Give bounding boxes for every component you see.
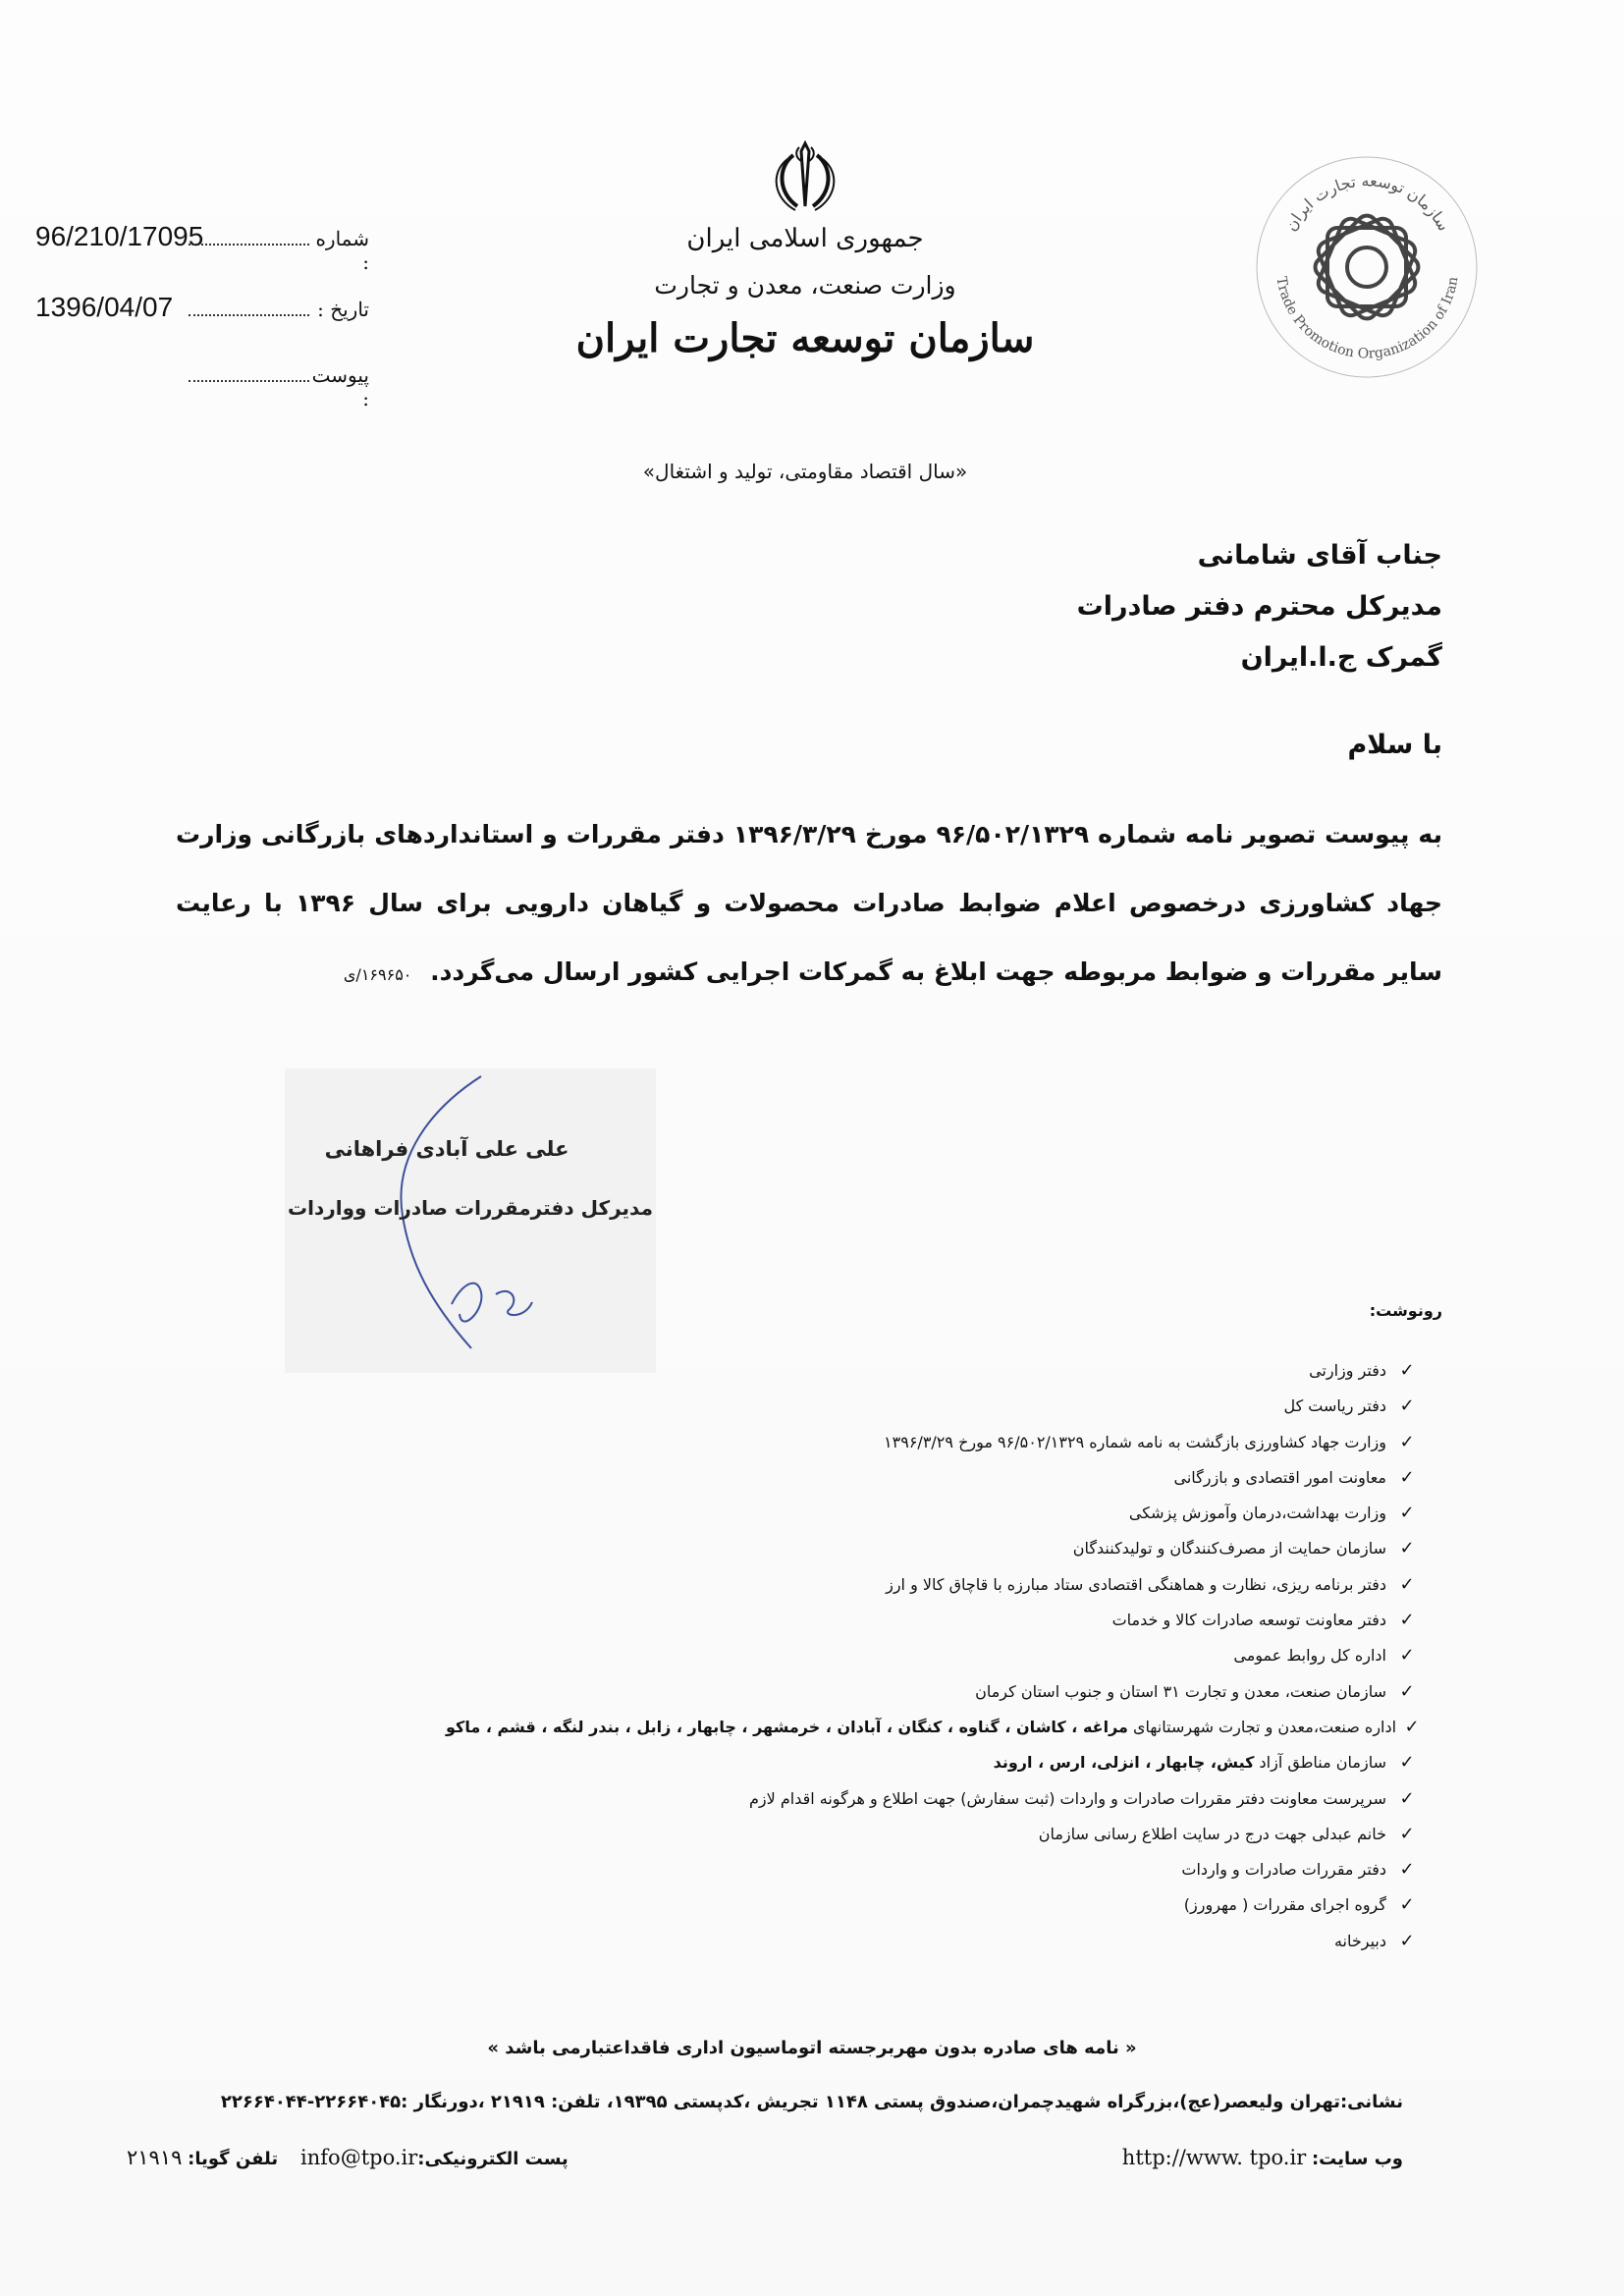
checkmark-icon: ✓ bbox=[1399, 1645, 1415, 1667]
website-label: وب سایت: bbox=[1311, 2149, 1403, 2169]
cc-item bbox=[446, 1924, 1428, 1959]
cc-item bbox=[446, 1817, 1428, 1852]
cc-item-label: اداره کل روابط عمومی bbox=[1233, 1646, 1386, 1666]
checkmark-icon: ✓ bbox=[1399, 1930, 1415, 1951]
checkmark-icon: ✓ bbox=[1399, 1538, 1415, 1559]
cc-item-text bbox=[749, 1781, 1386, 1817]
cc-item-text bbox=[1112, 1603, 1386, 1638]
date-row bbox=[35, 292, 369, 362]
checkmark-icon: ✓ bbox=[1399, 1431, 1415, 1452]
checkmark-icon: ✓ bbox=[1399, 1360, 1415, 1381]
footer-contacts bbox=[127, 2146, 1403, 2169]
number-row bbox=[35, 221, 369, 292]
checkmark-icon: ✓ bbox=[1399, 1894, 1415, 1916]
website-link[interactable]: http://www. tpo.ir bbox=[1121, 2146, 1307, 2169]
checkmark-icon: ✓ bbox=[1399, 1610, 1415, 1631]
cc-item-label: سرپرست معاونت دفتر مقررات صادرات و واردات (ثبت سفارش) جهت اطلاع و هرگونه اقدام لازم bbox=[749, 1788, 1386, 1808]
cc-item-text bbox=[1039, 1817, 1386, 1852]
letter-meta bbox=[35, 221, 369, 433]
phone-label: تلفن گویا: bbox=[188, 2149, 279, 2169]
cc-item-text bbox=[1073, 1531, 1386, 1566]
ministry-name: وزارت صنعت، معدن و تجارت bbox=[654, 271, 956, 300]
date-label: تاریخ : bbox=[317, 298, 369, 321]
cc-item-emphasis: مراغه ، کاشان ، گناوه ، کنگان ، آبادان ، خرمشهر ، چابهار ، زابل ، بندر لنگه ، قشم ، ماکو bbox=[446, 1717, 1128, 1736]
checkmark-icon: ✓ bbox=[1399, 1787, 1415, 1809]
email-label: پست الکترونیکی: bbox=[417, 2149, 568, 2169]
checkmark-icon: ✓ bbox=[1399, 1395, 1415, 1417]
attachment-row bbox=[35, 362, 369, 433]
cc-item-label: گروه اجرای مقررات ( مهرورز) bbox=[1183, 1895, 1386, 1915]
checkmark-icon: ✓ bbox=[1399, 1680, 1415, 1702]
cc-item-label: دفتر ریاست کل bbox=[1283, 1396, 1386, 1416]
body-paragraph: به پیوست تصویر نامه شماره ۹۶/۵۰۲/۱۳۲۹ مورخ ۱۳۹۶/۳/۲۹ دفتر مقررات و استانداردهای بازرگانی وزارت جهاد کشاورزی درخصوص اعلام ضوابط صادرات محصولات و گیاهان دارویی برای سال ۱۳۹۶ با رعایت سایر مقررات و ضوابط مربوطه جهت ابلاغ به گمرکات اجرایی کشور ارسال می‌گردد. bbox=[176, 820, 1442, 986]
cc-item-label: دفتر برنامه ریزی، نظارت و هماهنگی اقتصادی ستاد مبارزه با قاچاق کالا و ارز bbox=[886, 1574, 1386, 1594]
cc-item-label: معاونت امور اقتصادی و بازرگانی bbox=[1173, 1467, 1386, 1487]
body-reference: ۱۶۹۶۵۰/ی bbox=[343, 965, 412, 984]
number-value: 96/210/17095 bbox=[35, 221, 204, 251]
cc-item-label: دفتر معاونت توسعه صادرات کالا و خدمات bbox=[1111, 1611, 1386, 1630]
cc-item-text bbox=[1334, 1924, 1386, 1959]
checkmark-icon: ✓ bbox=[1399, 1466, 1415, 1488]
addressee-title: مدیرکل محترم دفتر صادرات bbox=[1076, 591, 1442, 622]
cc-item-label: دبیرخانه bbox=[1333, 1931, 1386, 1950]
cc-item-label: خانم عبدلی جهت درج در سایت اطلاع رسانی سازمان bbox=[1038, 1824, 1386, 1843]
cc-item-text bbox=[1173, 1460, 1386, 1496]
signer-name: علی علی آبادی فراهانی bbox=[324, 1137, 569, 1161]
cc-item-label: سازمان مناطق آزاد bbox=[1254, 1753, 1386, 1773]
cc-item-text bbox=[1309, 1353, 1386, 1389]
cc-item-label: دفتر وزارتی bbox=[1309, 1361, 1386, 1380]
footer-note: « نامه های صادره بدون مهربرجسته اتوماسیون اداری فاقداعتبارمی باشد » bbox=[487, 2038, 1137, 2058]
cc-item bbox=[446, 1603, 1428, 1638]
number-dots bbox=[189, 226, 309, 246]
year-motto: «سال اقتصاد مقاومتی، تولید و اشتغال» bbox=[642, 460, 968, 483]
cc-item bbox=[446, 1353, 1428, 1389]
letter-body bbox=[176, 800, 1442, 1010]
cc-item bbox=[446, 1745, 1428, 1780]
email-link[interactable]: info@tpo.ir bbox=[300, 2146, 418, 2169]
cc-item-text bbox=[1184, 1887, 1386, 1923]
cc-item-text bbox=[1283, 1389, 1386, 1424]
cc-item-label: دفتر مقررات صادرات و واردات bbox=[1181, 1860, 1386, 1880]
addressee-organization: گمرک ج.ا.ایران bbox=[1240, 642, 1442, 673]
cc-item bbox=[446, 1674, 1428, 1710]
cc-item bbox=[446, 1887, 1428, 1923]
date-value: 1396/04/07 bbox=[35, 292, 174, 322]
cc-item-label: سازمان حمایت از مصرف‌کنندگان و تولیدکنندگان bbox=[1072, 1539, 1386, 1558]
cc-item-label: اداره صنعت،معدن و تجارت شهرستانهای bbox=[1127, 1717, 1397, 1736]
cc-item bbox=[446, 1852, 1428, 1887]
phone-value: ۲۱۹۱۹ bbox=[127, 2146, 183, 2169]
checkmark-icon: ✓ bbox=[1399, 1859, 1415, 1881]
footer-address: نشانی:تهران ولیعصر(عج)،بزرگراه شهیدچمران،صندوق پستی ۱۱۴۸ تجریش ،کدپستی ۱۹۳۹۵، تلفن: ۲۱۹۱۹ ،دورنگار :۲۲۶۶۴۰۴۵-۲۲۶۶۴۰۴۴ bbox=[220, 2092, 1403, 2112]
cc-item bbox=[446, 1531, 1428, 1566]
signer-title: مدیرکل دفترمقررات صادرات وواردات bbox=[288, 1196, 653, 1220]
addressee-name: جناب آقای شامانی bbox=[1197, 540, 1442, 571]
republic-name: جمهوری اسلامی ایران bbox=[686, 224, 924, 253]
signature-block bbox=[285, 1068, 656, 1373]
cc-item bbox=[446, 1460, 1428, 1496]
checkmark-icon: ✓ bbox=[1399, 1752, 1415, 1774]
cc-item-text bbox=[886, 1567, 1386, 1603]
seal-text-fa: سازمان توسعه تجارت ایران bbox=[1280, 171, 1454, 235]
signature-mark bbox=[285, 1068, 656, 1373]
cc-item-text bbox=[994, 1745, 1386, 1780]
cc-item-text bbox=[975, 1674, 1386, 1710]
cc-item-text bbox=[1181, 1852, 1386, 1887]
cc-item bbox=[446, 1781, 1428, 1817]
cc-item-label: وزارت بهداشت،درمان وآموزش پزشکی bbox=[1128, 1503, 1386, 1523]
checkmark-icon: ✓ bbox=[1399, 1823, 1415, 1844]
addressee bbox=[755, 530, 1442, 683]
cc-item-text bbox=[884, 1425, 1386, 1460]
cc-item-text bbox=[1233, 1638, 1386, 1673]
iran-emblem-icon bbox=[766, 137, 844, 216]
cc-list bbox=[446, 1353, 1428, 1959]
checkmark-icon: ✓ bbox=[1399, 1573, 1415, 1595]
cc-item bbox=[446, 1710, 1428, 1745]
checkmark-icon: ✓ bbox=[1404, 1716, 1420, 1737]
cc-item-label: وزارت جهاد کشاورزی بازگشت به نامه شماره ۹۶/۵۰۲/۱۳۲۹ مورخ ۱۳۹۶/۳/۲۹ bbox=[884, 1432, 1386, 1451]
date-dots bbox=[189, 297, 309, 316]
email-group bbox=[127, 2146, 568, 2169]
seal-text-en: Trade Promotion Organization of Iran bbox=[1272, 275, 1462, 362]
cc-item-text bbox=[1129, 1496, 1386, 1531]
cc-item bbox=[446, 1567, 1428, 1603]
number-label: شماره : bbox=[315, 227, 369, 274]
cc-item-label: سازمان صنعت، معدن و تجارت ۳۱ استان و جنوب استان کرمان bbox=[975, 1681, 1386, 1701]
cc-title: رونوشت: bbox=[1369, 1301, 1442, 1320]
attachment-dots bbox=[189, 362, 309, 382]
tpo-seal-icon bbox=[1247, 147, 1488, 388]
cc-item-text bbox=[446, 1710, 1396, 1745]
website-group bbox=[1122, 2146, 1403, 2169]
attachment-label: پیوست : bbox=[311, 363, 369, 410]
letterhead bbox=[550, 137, 1060, 361]
greeting: با سلام bbox=[1347, 730, 1442, 760]
cc-item bbox=[446, 1425, 1428, 1460]
cc-item bbox=[446, 1496, 1428, 1531]
checkmark-icon: ✓ bbox=[1399, 1503, 1415, 1524]
cc-item bbox=[446, 1389, 1428, 1424]
cc-item bbox=[446, 1638, 1428, 1673]
organization-name: سازمان توسعه تجارت ایران bbox=[575, 315, 1035, 361]
cc-item-emphasis: کیش، چابهار ، انزلی، ارس ، اروند bbox=[993, 1753, 1255, 1773]
